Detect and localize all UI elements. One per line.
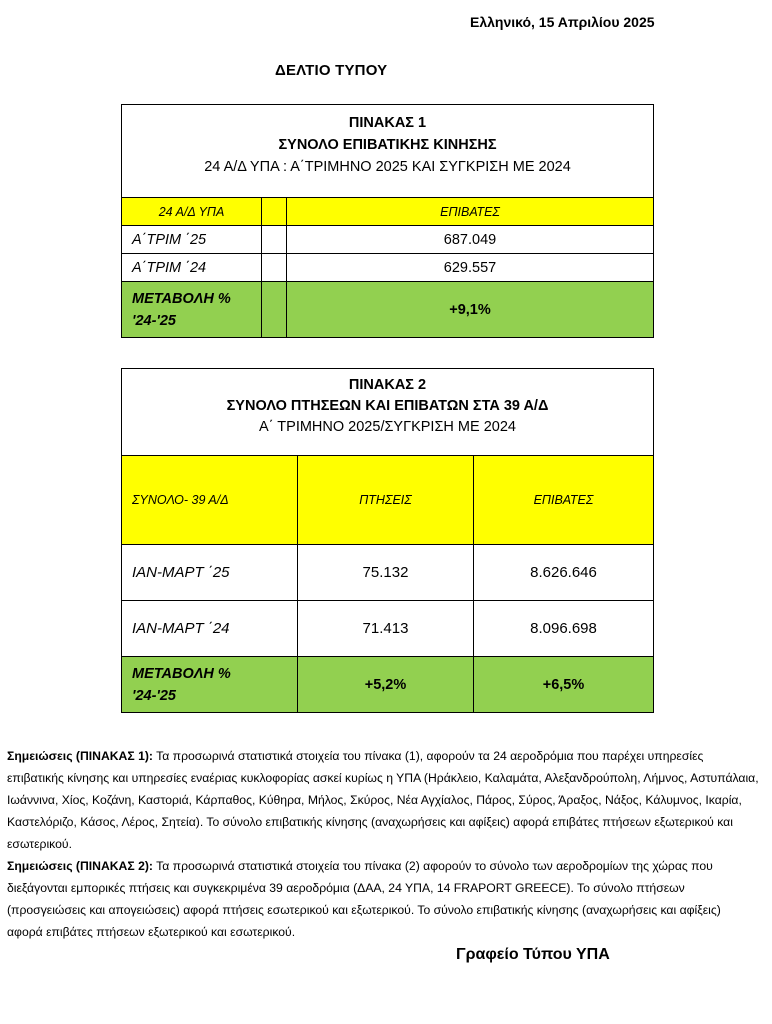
row-flights: 71.413: [298, 601, 474, 657]
row-passengers: 629.557: [287, 254, 654, 282]
notes-section: [7, 745, 759, 943]
row-period: Α΄ΤΡΙΜ ΄25: [122, 226, 262, 254]
table-1-header-row: [122, 198, 654, 226]
change-passengers: +9,1%: [287, 282, 654, 338]
table-2-col-flights: ΠΤΗΣΕΙΣ: [298, 456, 474, 545]
table-row: [122, 226, 654, 254]
table-2-col-passengers: ΕΠΙΒΑΤΕΣ: [474, 456, 654, 545]
table-row: [122, 254, 654, 282]
note-2-text: Τα προσωρινά στατιστικά στοιχεία του πίνακα (2) αφορούν το σύνολο των αεροδρομίων της χώρας που διεξάγονται εμπορικές πτήσεις και συγκεκριμένα 39 αεροδρόμια (ΔΑΑ, 24 ΥΠΑ, 14 FRAPORT GREECE). Το σύνολο πτήσεων (προσγειώσεις και απογειώσεις) αφορά πτήσεις εσωτερικού και εξωτερικού. Το σύνολο επιβατικής κίνησης (αναχωρήσεις και αφίξεις) αφορά επιβάτες πτήσεων εξωτερικού και εσωτερικού.: [7, 859, 721, 939]
table-1-subtitle: ΣΥΝΟΛΟ ΕΠΙΒΑΤΙΚΗΣ ΚΙΝΗΣΗΣ: [278, 137, 497, 153]
table-1-empty-col: [262, 198, 287, 226]
row-flights: 75.132: [298, 545, 474, 601]
change-label: [122, 657, 298, 713]
row-period: Α΄ΤΡΙΜ ΄24: [122, 254, 262, 282]
change-label-line-1: ΜΕΤΑΒΟΛΗ %: [132, 665, 231, 682]
table-1: [121, 104, 654, 338]
row-passengers: 8.626.646: [474, 545, 654, 601]
note-table-1: [7, 745, 759, 855]
table-row: [122, 545, 654, 601]
row-period: ΙΑΝ-ΜΑΡΤ ΄24: [122, 601, 298, 657]
table-2-subtitle: ΣΥΝΟΛΟ ΠΤΗΣΕΩΝ ΚΑΙ ΕΠΙΒΑΤΩΝ ΣΤΑ 39 Α/Δ: [226, 398, 549, 414]
change-passengers: +6,5%: [474, 657, 654, 713]
note-1-label: Σημειώσεις (ΠΙΝΑΚΑΣ 1):: [7, 749, 153, 763]
table-1-col-passengers: ΕΠΙΒΑΤΕΣ: [287, 198, 654, 226]
note-2-label: Σημειώσεις (ΠΙΝΑΚΑΣ 2):: [7, 859, 153, 873]
table-1-empty-col: [262, 226, 287, 254]
change-label-line-2: '24-'25: [132, 312, 176, 329]
table-2-title: ΠΙΝΑΚΑΣ 2: [348, 377, 427, 393]
table-1-caption: 24 Α/Δ ΥΠΑ : Α΄ΤΡΙΜΗΝΟ 2025 ΚΑΙ ΣΥΓΚΡΙΣΗ ΜΕ 2024: [204, 159, 571, 175]
row-passengers: 687.049: [287, 226, 654, 254]
table-2-header-row: [122, 456, 654, 545]
row-period: ΙΑΝ-ΜΑΡΤ ΄25: [122, 545, 298, 601]
table-2-change-row: [122, 657, 654, 713]
table-1-title-cell: [122, 105, 654, 198]
table-1-empty-col: [262, 254, 287, 282]
table-2: [121, 368, 654, 713]
table-2-title-cell: [122, 369, 654, 456]
table-row: [122, 601, 654, 657]
press-release-heading: ΔΕΛΤΙΟ ΤΥΠΟΥ: [275, 62, 388, 79]
note-1-text: Τα προσωρινά στατιστικά στοιχεία του πίνακα (1), αφορούν τα 24 αεροδρόμια που παρέχει υπηρεσίες επιβατικής κίνησης και υπηρεσίες εναέριας κυκλοφορίας ασκεί κυρίως η ΥΠΑ (Ηράκλειο, Καλαμάτα, Αλεξανδρούπολη, Λήμνος, Αστυπάλαια, Ιωάννινα, Χίος, Κοζάνη, Καστοριά, Κάρπαθος, Κύθηρα, Μήλος, Σκύρος, Νέα Αγχίαλος, Πάρος, Σύρος, Άραξος, Νάξος, Κάλυμνος, Ικαρία, Καστελόριζο, Κάσος, Λέρος, Σητεία). Το σύνολο επιβατικής κίνησης (αναχωρήσεις και αφίξεις) αφορά επιβάτες πτήσεων εξωτερικού και εσωτερικού.: [7, 749, 759, 851]
table-1-change-row: [122, 282, 654, 338]
change-label: [122, 282, 262, 338]
table-2-col-label: ΣΥΝΟΛΟ- 39 Α/Δ: [122, 456, 298, 545]
row-passengers: 8.096.698: [474, 601, 654, 657]
change-flights: +5,2%: [298, 657, 474, 713]
note-table-2: [7, 855, 759, 943]
table-1-col-label: 24 Α/Δ ΥΠΑ: [122, 198, 262, 226]
change-label-line-1: ΜΕΤΑΒΟΛΗ %: [132, 290, 231, 307]
change-label-line-2: '24-'25: [132, 687, 176, 704]
table-1-title: ΠΙΝΑΚΑΣ 1: [348, 115, 427, 131]
table-1-empty-col: [262, 282, 287, 338]
table-2-caption: Α΄ ΤΡΙΜΗΝΟ 2025/ΣΥΓΚΡΙΣΗ ΜΕ 2024: [259, 419, 516, 435]
document-date: Ελληνικό, 15 Απριλίου 2025: [470, 14, 655, 30]
signature: Γραφείο Τύπου ΥΠΑ: [456, 946, 610, 963]
